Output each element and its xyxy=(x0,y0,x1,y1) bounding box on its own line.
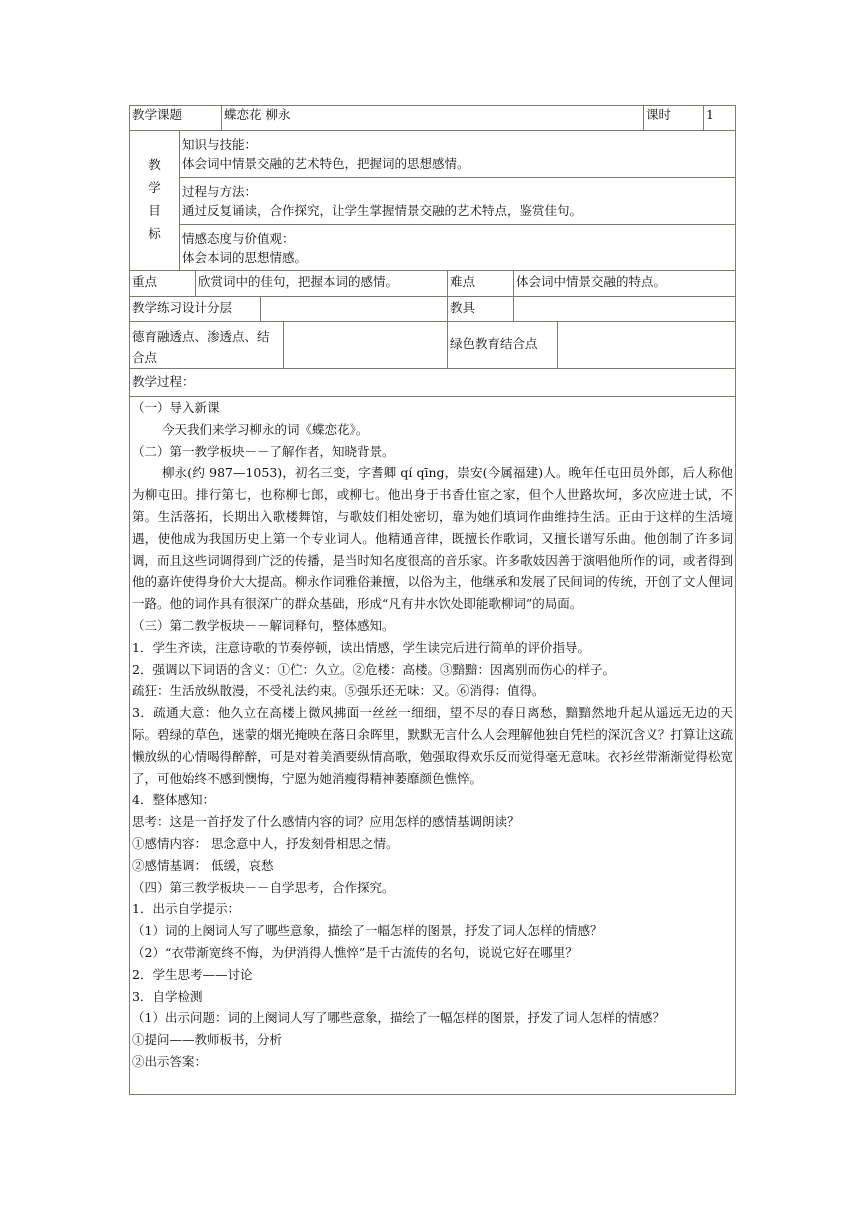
paraphrase: 3．疏通大意：他久立在高楼上微风拂面一丝丝一细细，望不尽的春日离愁，黯黯然地升起从遥远无边的天际。碧绿的草色，迷蒙的烟光掩映在落日余晖里，默默无言什么人会理解他独自凭栏的深沉含义？打算让这疏懒放纵的心情喝得醉醉，可是对着美酒要纵情高歌，勉强取得欢乐反而觉得毫无意味。衣衫丝带渐渐觉得松宽了，可他始终不感到懊悔，宁愿为她消瘦得精神萎靡颜色憔悴。 xyxy=(132,705,733,786)
process-line: 2．强调以下词语的含义：①伫：久立。②危楼：高楼。③黯黯：因离别而伤心的样子。 xyxy=(132,661,615,677)
goal-process-text: 通过反复诵读，合作探究，让学生掌握情景交融的艺术特点，鉴赏佳句。 xyxy=(182,203,583,218)
hours-label xyxy=(643,105,704,131)
process-line: ①提问——教师板书，分析 xyxy=(132,1032,283,1048)
process-line: 思考：这是一首抒发了什么感情内容的词？应用怎样的感情基调朗读？ xyxy=(132,814,520,830)
practice-label xyxy=(129,296,261,322)
focus-label-text: 重点 xyxy=(132,274,158,289)
process-line: （1）词的上阕词人写了哪些意象，描绘了一幅怎样的图景，抒发了词人怎样的情感？ xyxy=(132,923,603,939)
topic-value xyxy=(221,105,644,131)
goal-process-title: 过程与方法： xyxy=(182,184,258,199)
green-label xyxy=(447,321,558,369)
goal-attitude-text: 体会本词的思想情感。 xyxy=(182,250,308,265)
process-line: （三）第二教学板块－－解词释句，整体感知。 xyxy=(132,617,395,633)
tools-value xyxy=(513,296,736,322)
goal-knowledge-text: 体会词中情景交融的艺术特色，把握词的思想感情。 xyxy=(182,156,470,171)
moral-label xyxy=(129,321,284,369)
process-label xyxy=(129,368,736,397)
process-line: （1）出示问题：词的上阕词人写了哪些意象，描绘了一幅怎样的图景，抒发了词人怎样的情感？ xyxy=(132,1010,665,1026)
goal-attitude-title: 情感态度与价值观： xyxy=(182,231,295,246)
hours-value-text: 1 xyxy=(706,107,714,122)
process-line: 1．学生齐读，注意诗歌的节奏停顿，读出情感，学生读完后进行简单的评价指导。 xyxy=(132,639,590,655)
process-line: （二）第一教学板块－－了解作者，知晓背景。 xyxy=(132,443,395,459)
focus-text xyxy=(195,270,448,297)
process-line: （一）导入新课 xyxy=(132,400,220,415)
green-value xyxy=(557,321,736,369)
practice-value xyxy=(260,296,448,322)
process-line: （四）第三教学板块－－自学思考，合作探究。 xyxy=(132,879,395,895)
hours-label-text: 课时 xyxy=(646,107,672,122)
process-line: ②感情基调： 低缓，哀愁 xyxy=(132,857,274,873)
practice-label-text: 教学练习设计分层 xyxy=(132,300,233,315)
difficulty-text-value: 体会词中情景交融的特点。 xyxy=(516,274,667,289)
topic-label xyxy=(129,105,222,131)
moral-label-text: 德育融透点、渗透点、结合点 xyxy=(132,329,270,365)
goals-label-char: 目 xyxy=(148,203,161,218)
difficulty-label-text: 难点 xyxy=(450,274,476,289)
goal-knowledge-title: 知识与技能： xyxy=(182,137,258,152)
process-line: 2．学生思考——讨论 xyxy=(132,966,253,982)
hours-value xyxy=(703,105,736,131)
tools-label-text: 教具 xyxy=(450,300,476,315)
process-label-text: 教学过程： xyxy=(132,374,195,389)
process-line: 3．自学检测 xyxy=(132,988,203,1004)
tools-label xyxy=(447,296,514,322)
goals-label xyxy=(129,130,180,271)
goals-label-char: 教 xyxy=(148,157,161,172)
goals-label-char: 学 xyxy=(148,180,161,195)
process-line: 疏狂：生活放纵散漫，不受礼法约束。⑤强乐还无味：又。⑥消得：值得。 xyxy=(132,683,545,699)
difficulty-text xyxy=(513,270,736,297)
goals-label-char: 标 xyxy=(148,226,161,241)
process-line: ①感情内容： 思念意中人，抒发刻骨相思之情。 xyxy=(132,835,399,851)
process-line: 4．整体感知： xyxy=(132,792,215,808)
goal-process xyxy=(179,177,736,225)
green-label-text: 绿色教育结合点 xyxy=(450,336,538,351)
topic-value-text: 蝶恋花 柳永 xyxy=(224,107,291,122)
process-line: 1．出示自学提示： xyxy=(132,901,240,917)
process-body xyxy=(129,396,736,1095)
focus-label xyxy=(129,270,196,297)
moral-value xyxy=(283,321,448,369)
process-line: ②出示答案： xyxy=(132,1053,208,1069)
process-line: （2）“衣带渐宽终不悔，为伊消得人憔悴”是千古流传的名句，说说它好在哪里？ xyxy=(132,944,578,960)
topic-label-text: 教学课题 xyxy=(132,107,183,122)
goal-attitude xyxy=(179,224,736,271)
process-line: 今天我们来学习柳永的词《蝶恋花》。 xyxy=(162,421,369,437)
goal-knowledge xyxy=(179,130,736,178)
difficulty-label xyxy=(447,270,514,297)
author-bio: 柳永(约 987—1053)，初名三变，字耆卿 qí qīng，崇安(今属福建)人。晚年任屯田员外郎，后人称他为柳屯田。排行第七，也称柳七郎，或柳七。他出身于书香仕宦之家，但个人世路坎坷，多次应进士试，不第。生活落拓，长期出入歌楼舞馆，与歌妓们相处密切，靠为她们填词作曲维持生活。正由于这样的生活境遇，使他成为我国历史上第一个专业词人。他精通音律，既擅长作歌词，又擅长谱写乐曲。他创制了许多词调，而且这些词调得到广泛的传播，是当时知名度很高的音乐家。许多歌妓因善于演唱他所作的词，或者得到他的嘉许使得身价大大提高。柳永作词雅俗兼擅，以俗为主，他继承和发展了民间词的传统，开创了文人俚词一路。他的词作具有很深广的群众基础，形成“凡有井水饮处即能歌柳词”的局面。 xyxy=(132,465,733,612)
focus-text-value: 欣赏词中的佳句，把握本词的感情。 xyxy=(198,274,399,289)
